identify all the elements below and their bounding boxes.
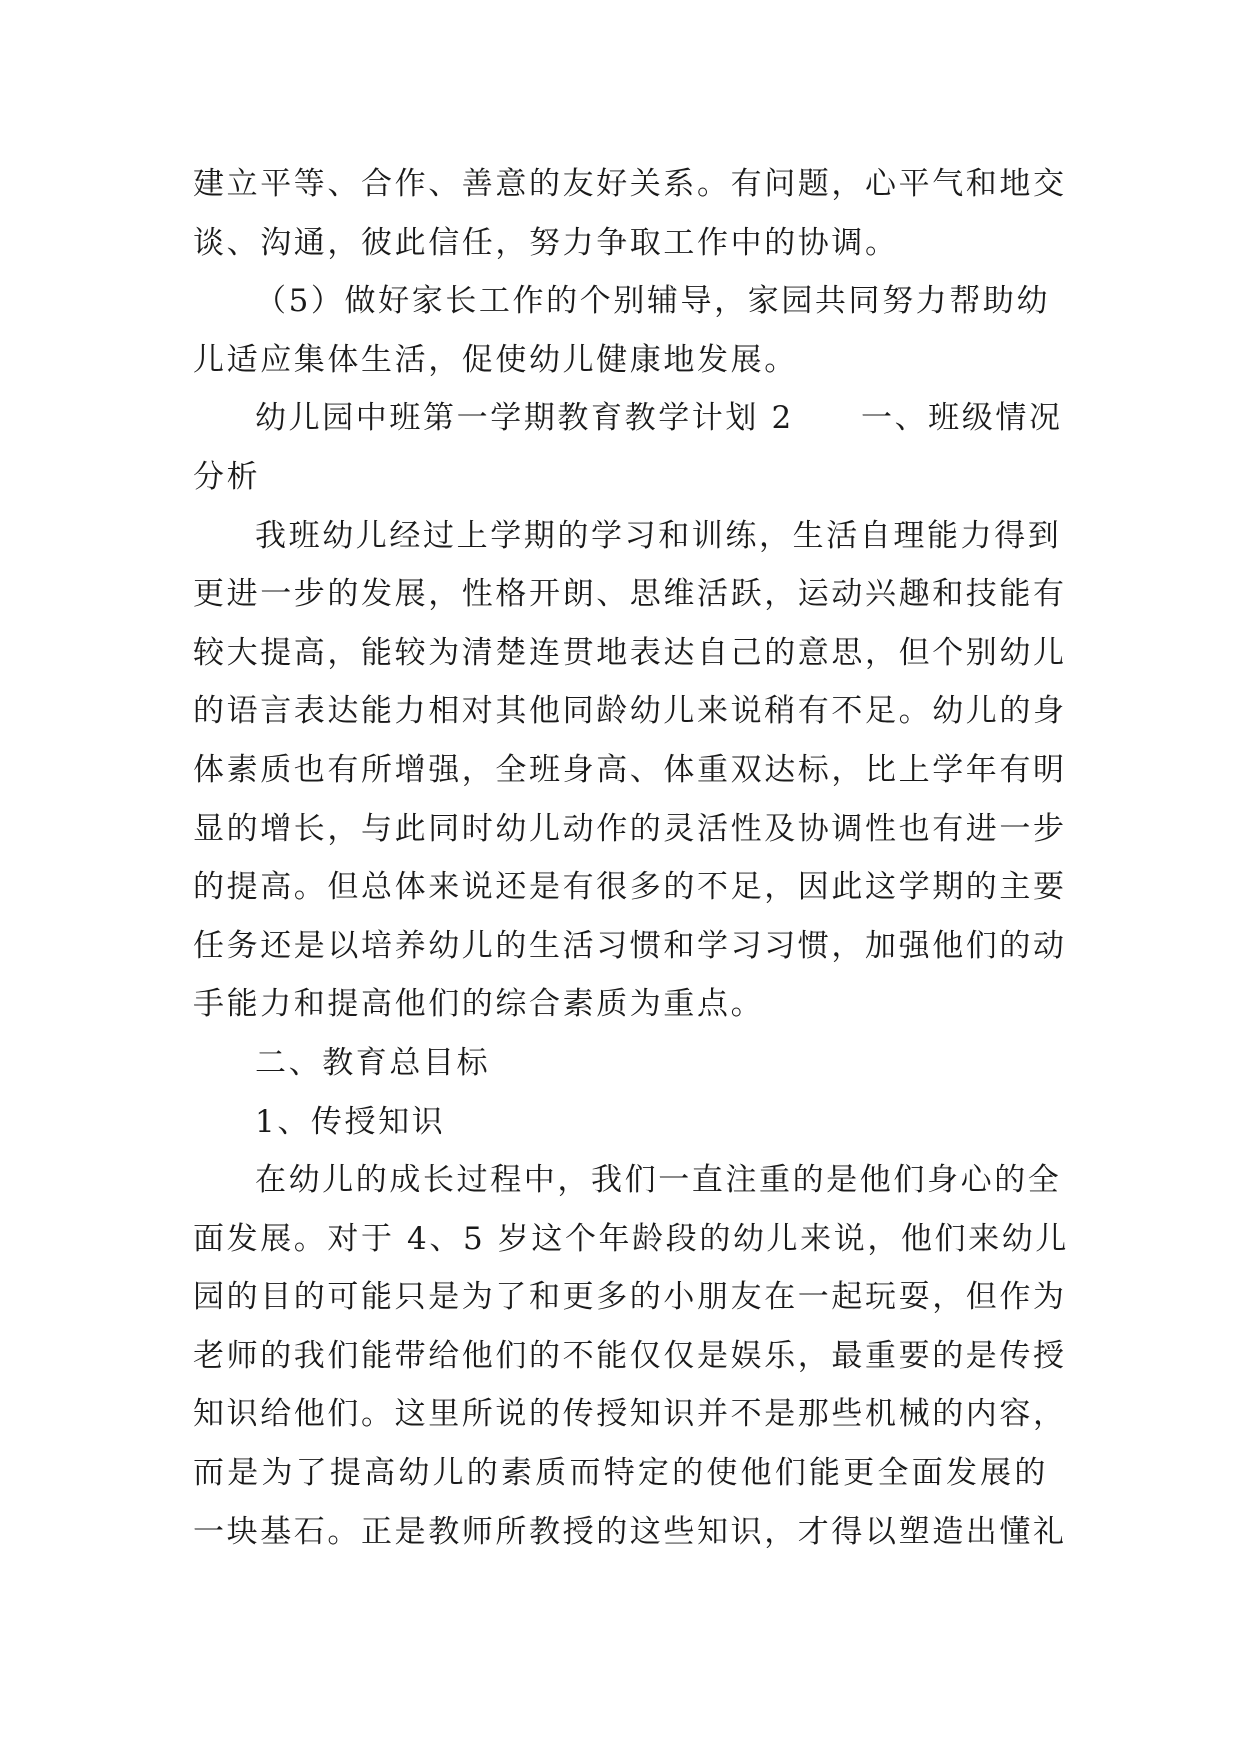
text-line: 分析 (193, 458, 261, 495)
text-line: 较大提高，能较为清楚连贯地表达自己的意思，但个别幼儿 (193, 634, 1067, 671)
text-line: 而是为了提高幼儿的素质而特定的使他们能更全面发展的 (193, 1455, 1048, 1492)
text-line: 老师的我们能带给他们的不能仅仅是娱乐，最重要的是传授 (193, 1337, 1067, 1374)
text-line: 更进一步的发展，性格开朗、思维活跃，运动兴趣和技能有 (193, 576, 1067, 613)
text-line: 的提高。但总体来说还是有很多的不足，因此这学期的主要 (193, 869, 1067, 906)
text-line: （5）做好家长工作的个别辅导，家园共同努力帮助幼 (255, 283, 1051, 320)
text-line: 儿适应集体生活，促使幼儿健康地发展。 (193, 341, 798, 378)
document-body (193, 155, 1069, 1561)
text-line: 幼儿园中班第一学期教育教学计划 2 一、班级情况 (255, 400, 1063, 437)
text-line: 在幼儿的成长过程中，我们一直注重的是他们身心的全 (255, 1162, 1062, 1199)
text-line: 任务还是以培养幼儿的生活习惯和学习习惯，加强他们的动 (193, 927, 1067, 964)
text-line: 体素质也有所增强，全班身高、体重双达标，比上学年有明 (193, 751, 1067, 788)
text-line: 的语言表达能力相对其他同龄幼儿来说稍有不足。幼儿的身 (193, 693, 1067, 730)
text-line: 知识给他们。这里所说的传授知识并不是那些机械的内容， (193, 1396, 1067, 1433)
text-line: 一块基石。正是教师所教授的这些知识，才得以塑造出懂礼 (193, 1513, 1067, 1550)
text-line: 建立平等、合作、善意的友好关系。有问题，心平气和地交 (193, 166, 1067, 202)
text-line: 谈、沟通，彼此信任，努力争取工作中的协调。 (193, 224, 899, 261)
text-line: 显的增长，与此同时幼儿动作的灵活性及协调性也有进一步 (193, 810, 1067, 847)
text-line: 二、教育总目标 (255, 1044, 491, 1081)
text-line: 面发展。对于 4、5 岁这个年龄段的幼儿来说，他们来幼儿 (193, 1220, 1069, 1257)
text-line: 手能力和提高他们的综合素质为重点。 (193, 986, 765, 1023)
text-line: 我班幼儿经过上学期的学习和训练，生活自理能力得到 (255, 517, 1062, 554)
text-line: 1、传授知识 (255, 1103, 446, 1140)
text-line: 园的目的可能只是为了和更多的小朋友在一起玩耍，但作为 (193, 1279, 1067, 1316)
